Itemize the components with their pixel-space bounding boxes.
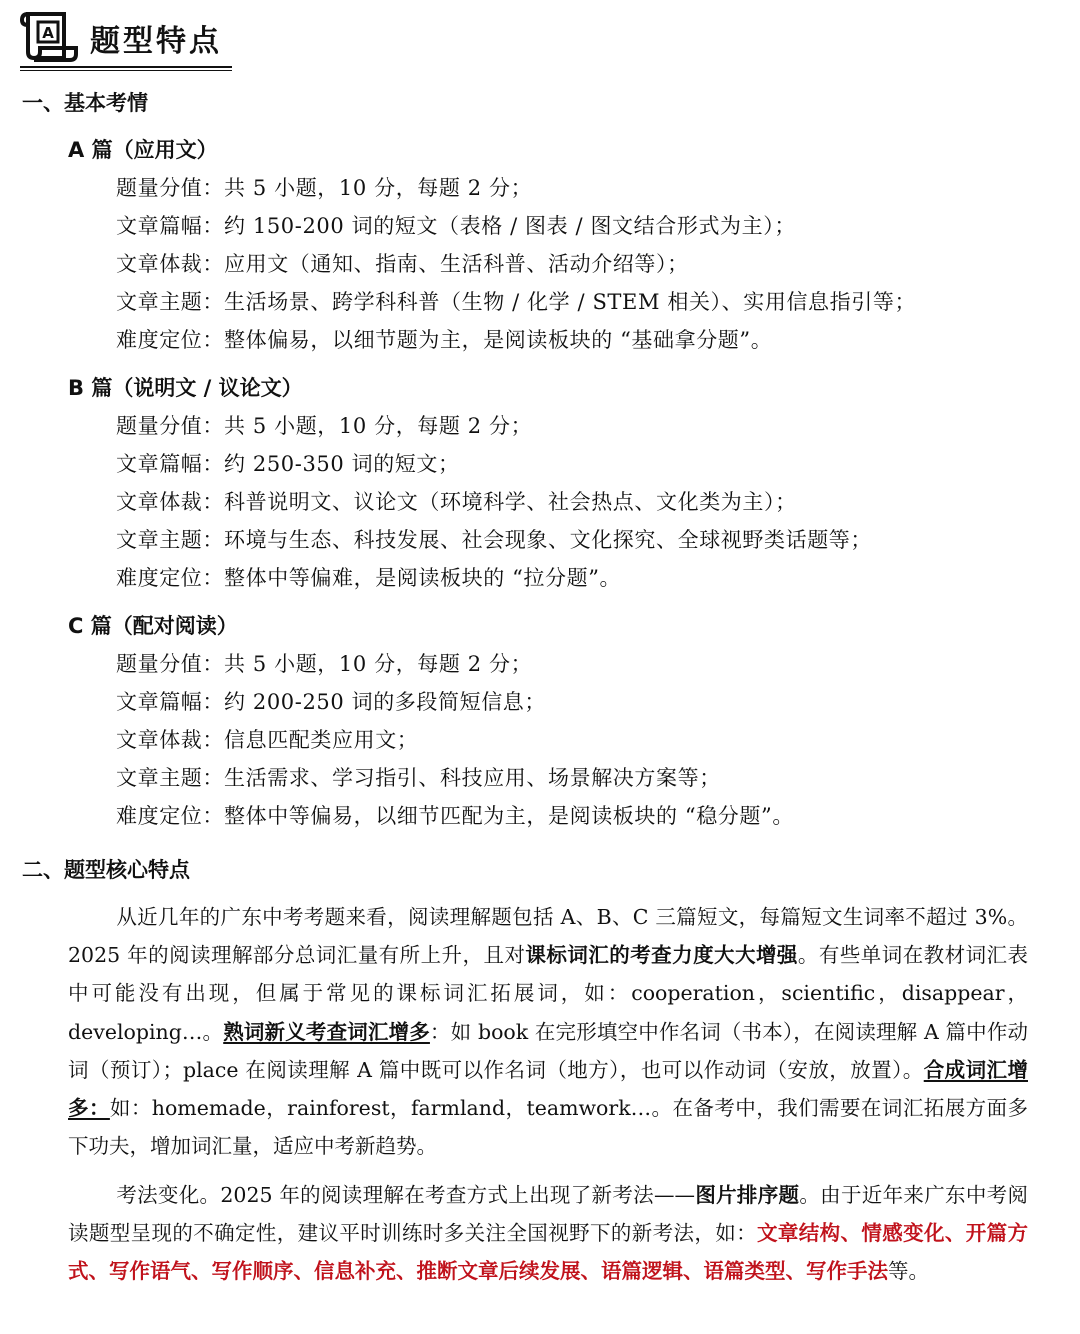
highlight-compound-words: 合成词汇增多： [68,1057,1028,1121]
part-b-topic: 文章主题：环境与生态、科技发展、社会现象、文化探究、全球视野类话题等； [116,528,872,552]
part-b-difficulty: 难度定位：整体中等偏难，是阅读板块的 “拉分题”。 [116,566,622,590]
part-c-difficulty: 难度定位：整体中等偏易，以细节匹配为主，是阅读板块的 “稳分题”。 [116,804,794,828]
svg-text:A: A [42,24,54,42]
part-c-heading: C 篇（配对阅读） [68,614,238,638]
highlight-new-question-types: 文章结构、情感变化、开篇方式、写作语气、写作顺序、信息补充、推断文章后续发展、语篇逻辑、语篇类型、写作手法 [68,1221,1029,1284]
part-a-length: 文章篇幅：约 150-200 词的短文（表格 / 图表 / 图文结合形式为主）； [116,214,796,238]
part-a-heading: A 篇（应用文） [68,138,218,162]
highlight-picture-ordering: 图片排序题 [695,1183,800,1207]
part-c-topic: 文章主题：生活需求、学习指引、科技应用、场景解决方案等； [116,766,721,790]
core-paragraph-vocabulary: 从近几年的广东中考考题来看，阅读理解题包括 A、B、C 三篇短文，每篇短文生词率不超过 3%。2025 年的阅读理解部分总词汇量有所上升，且对课标词汇的考查力度大大增强。有些单词在教材词汇表中可能没有出现，但属于常见的课标词汇拓展词，如：cooperation，scientific，disappear，developing…。熟词新义考查词汇增多：如 book 在完形填空中作名词（书本），在阅读理解 A 篇中作动词（预订）；place 在阅读理解 A 篇中既可以作名词（地方），也可以作动词（安放，放置）。合成词汇增多：如：homemade，rainforest，farmland，teamwork…。在备考中，我们需要在词汇拓展方面多下功夫，增加词汇量，适应中考新趋势。 [68,905,1029,1159]
scroll-letter-a-icon [20,8,80,64]
part-c-score: 题量分值：共 5 小题，10 分，每题 2 分； [116,652,533,676]
part-a-topic: 文章主题：生活场景、跨学科科普（生物 / 化学 / STEM 相关）、实用信息指引等； [116,290,917,314]
page-header [20,6,232,70]
part-a-genre: 文章体裁：应用文（通知、指南、生活科普、活动介绍等）； [116,252,689,276]
part-c-length: 文章篇幅：约 200-250 词的多段简短信息； [116,690,547,714]
part-c-genre: 文章体裁：信息匹配类应用文； [116,728,419,752]
highlight-curriculum-vocab: 课标词汇的考查力度大大增强 [525,943,798,968]
highlight-familiar-words: 熟词新义考查词汇增多 [223,1019,430,1044]
part-a-score: 题量分值：共 5 小题，10 分，每题 2 分； [116,176,533,200]
title-underline-thin [20,70,232,71]
part-b-score: 题量分值：共 5 小题，10 分，每题 2 分； [116,414,533,438]
part-a-difficulty: 难度定位：整体偏易，以细节题为主，是阅读板块的 “基础拿分题”。 [116,328,773,352]
page-title: 题型特点 [90,24,222,59]
section-heading-core: 二、题型核心特点 [22,858,190,882]
part-b-genre: 文章体裁：科普说明文、议论文（环境科学、社会热点、文化类为主）； [116,490,797,514]
title-underline [20,66,232,68]
part-b-length: 文章篇幅：约 250-350 词的短文； [116,452,460,476]
part-b-heading: B 篇（说明文 / 议论文） [68,376,303,400]
core-paragraph-new-types: 考法变化。2025 年的阅读理解在考查方式上出现了新考法——图片排序题。由于近年来广东中考阅读题型呈现的不确定性，建议平时训练时多关注全国视野下的新考法，如：文章结构、情感变化、开篇方式、写作语气、写作顺序、信息补充、推断文章后续发展、语篇逻辑、语篇类型、写作手法等。 [68,1183,1029,1284]
section-heading-basic: 一、基本考情 [22,91,148,115]
